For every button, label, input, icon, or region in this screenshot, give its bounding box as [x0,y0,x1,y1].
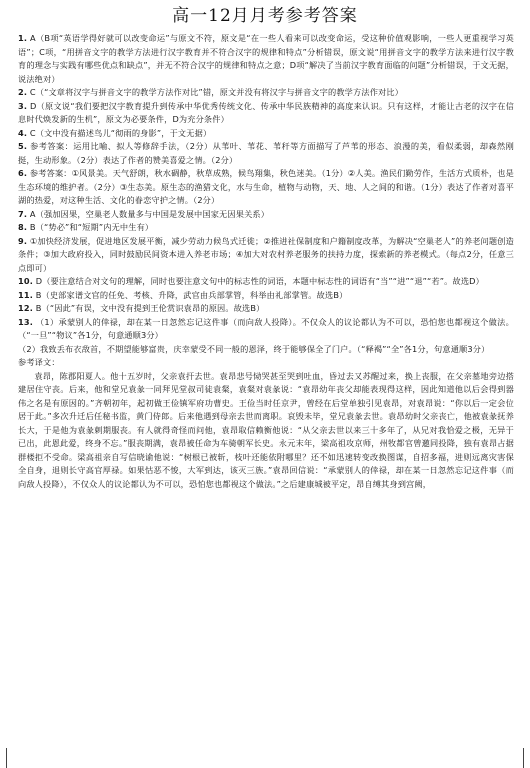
answer-text: 参考答案：运用比喻、拟人等修辞手法，（2分）从苇叶、苇花、苇秆等方面描写了芦苇的形态、浪漫的美，看似柔弱，却森然刚挺，生动形象。（2分）表达了作者的赞美喜爱之情。（2分） [18,141,514,165]
page-title: 高一12月月考参考答案 [172,6,358,26]
page-corner-mark-right [523,748,524,768]
translation-heading: 参考译文： [18,357,60,367]
answer-item [18,140,514,167]
answer-text: （2）我致丢布衣敌首，不期望能够富贵，庆幸蒙受不同一般的恩泽，终于能够保全了门户。（“释褐”“全”各1分，句意通顺3分） [18,343,490,354]
answer-number: 4. [18,127,28,138]
answer-text: D（原文说“我们要把汉字教育提升到传承中华优秀传统文化、传承中华民族精神的高度来认识。只有这样，才能让古老的汉字在信息时代焕发新的生机”，原文为必要条件，D为充分条件） [18,100,514,124]
answer-number: 12. [18,303,33,313]
answer-number: 1. [18,33,28,43]
answer-number: 2. [18,87,28,97]
translation-text: 袁昂，陈郡阳夏人。他十五岁时，父亲袁扞去世。袁昂悲号恸哭甚至哭到吐血，昏过去又苏醒过来，换上丧服，在父亲墓地旁边搭建居住守丧。后来，他和堂兄袁彖一同拜见堂叔司徒袁粲，袁粲对袁彖说：“袁昂幼年丧父却能表现得这样，因此知道他以后会得到器伟之名是有原因的。”齐朝初年，起初做王俭镇军府功曹史。王俭当时任京尹，曾经在后堂单独引见袁昂，对袁昂说：“你以后一定会位居于此。”多次升迁后任秘书监，黄门侍郎。后来他遇到母亲去世而离职。哀毁未毕，堂兄袁彖去世。袁昂幼时父亲丧亡，他被袁彖抚养长大，于是他为袁彖刺期服丧。有人就得奇怪而问他，袁昂取信赖衡他说：“从父亲去世以来三十多年了，从兄对我恰爱之极，无异于已出，此恩此爱，终身不忘。”服丧期满，袁昂被任命为车骑朝军长史。永元末年，梁高祖攻京师，州牧都官曾邀同投降，独有袁昂占据群楼拒不受命。梁高祖亲自写信晓谕他说：“树根已被斩，枝叶还能依附哪里？还不如迅速转变改换图谋，自招多福，进则远离灾害保全自身，退则长守高官厚禄。如果怙恶不悛，大军到达，该灭三族。”袁昂回信说：“承蒙别人的倖禄，却在某一日忽然忘记这件事（而向敌人投降），不仅众人的议论都认为不可以，恐怕您也都视这个做法。”之后建康城被平定，昂自缚其身到宫阙， [18,370,514,489]
answer-number: 7. [18,208,28,219]
answer-text: A（B项“英语学得好就可以改变命运”与原文不符，原文是“在一些人看来可以改变命运，受这种价值观影响，一些人更重视学习英语”；C项，“用拼音文字的教学方法进行汉字教育并不符合汉字的规律和特点”分析错误，原文说“用拼音文字的教学方法来进行汉字教育的理念与实践有哪些优点和缺点”，并无不符合汉字的规律和特点之意；D项“解决了当前汉字教育面临的问题”分析错误，于文无据，说法绝对） [18,33,514,84]
answer-text: D（要注意结合对文句的理解，同时也要注意文句中的标志性的词语，本题中标志性的词语有“当”“进”“退”“若”。故选D） [35,276,484,286]
answer-item [18,235,514,276]
answer-item [18,221,514,235]
answer-item [18,86,514,100]
answer-text: B（“因此”有误，文中没有提到王伦赏识袁昂的原因。故选B） [35,303,265,313]
answer-text: B（“势必”和“短期”内无中生有） [29,222,154,232]
answer-item [18,302,514,316]
answer-text: C（文中没有描述鸟儿“彻雨的身影”，于文无据） [29,127,212,138]
answer-item [18,127,514,141]
answer-item [18,208,514,222]
answer-body [18,32,514,491]
answer-item [18,316,514,343]
answer-item [18,100,514,127]
answer-item [18,343,514,357]
answer-text: ①加快经济发展，促进地区发展平衡，减少劳动力候鸟式迁徙；②推进社保制度和户籍制度改革，为解决“空巢老人”的养老问题创造条件；③加大政府投入，同时鼓励民间资本进入养老市场；④加大对农村养老服务的扶持力度，探索新的养老模式。（每点2分，任意三点即可） [18,235,514,273]
answer-item [18,32,514,86]
answer-text: B（史部家谱文官的任免、考核、升降，武官由兵部掌管，科举由礼部掌管。故选B） [35,289,348,300]
answer-text: A（强加因果，空巢老人数量多与中国是发展中国家无因果关系） [29,208,270,219]
answer-item [18,275,514,289]
answer-number: 13. [18,316,33,327]
answer-text: （1）承蒙别人的倖禄，却在某一日忽然忘记这件事（而向敌人投降）。不仅众人的议论都认为不可以，恐怕您也都视这个做法。（“一旦”“物议”各1分，句意通顺3分） [18,316,514,340]
answer-text: C（“文章将汉字与拼音文字的教学方法作对比”错，原文并没有将汉字与拼音文字的教学方法作对比） [29,87,404,97]
answer-number: 8. [18,222,28,232]
answer-number: 11. [18,289,33,300]
page-corner-mark-left [6,748,7,768]
answer-number: 5. [18,141,28,151]
answer-text: 参考答案：①风景美。天气舒朗，秋水碉静，秋草成熟，候鸟翔集，秋色迷美。（1分）②人美。渔民们勤劳作，生活方式质朴，也是生态环境的维护者。（2分）③生态美。原生态的渔猎文化，水与生命，植物与动物，天、地、人之间的和谐。（1分）表达了作者对喜平湖的热爱，对这种生活、文化的眷恋守护之情。（2分） [18,168,514,205]
answer-number: 10. [18,276,33,286]
answer-number: 9. [18,235,28,246]
answer-number: 3. [18,100,28,111]
answer-item [18,167,514,208]
answer-item [18,289,514,303]
answer-number: 6. [18,168,28,178]
